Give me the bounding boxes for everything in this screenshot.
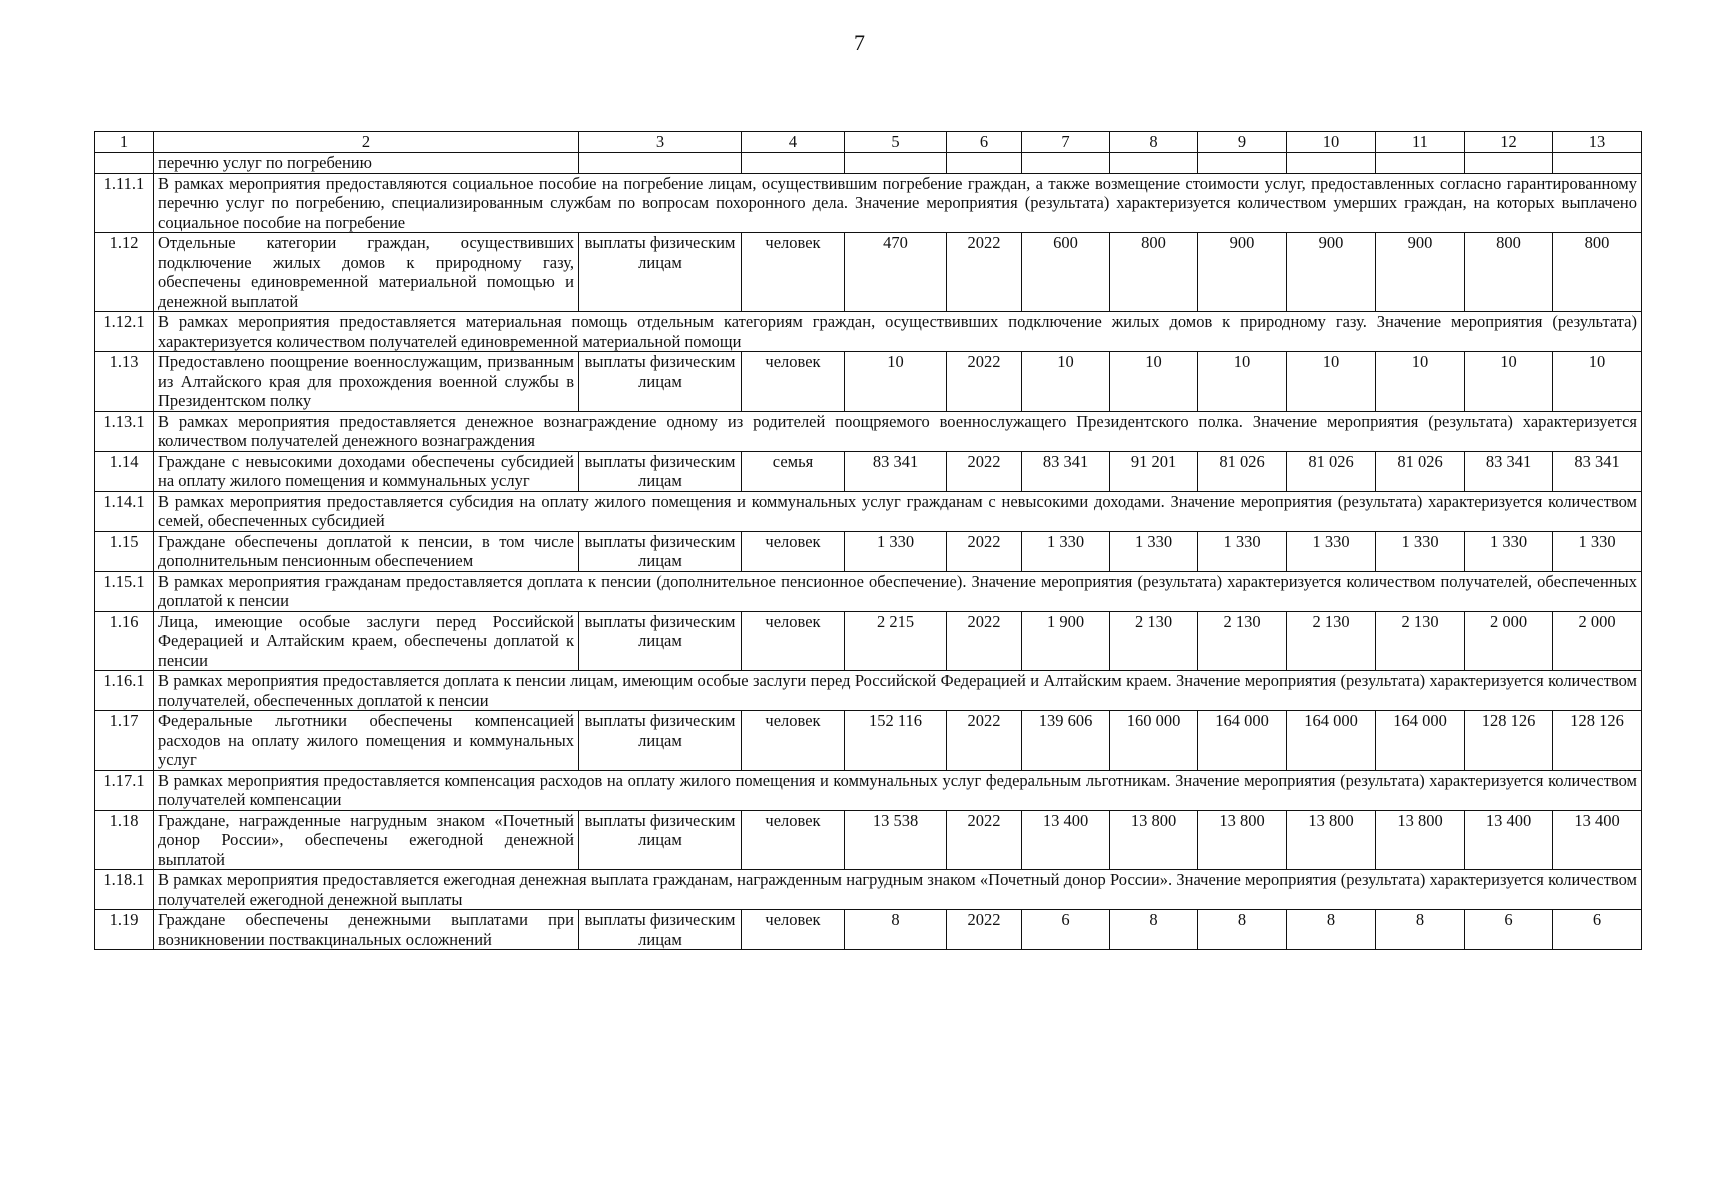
base-value: 13 538 xyxy=(845,810,947,870)
year-value: 13 400 xyxy=(1465,810,1553,870)
column-number: 13 xyxy=(1553,132,1642,153)
unit-of-measure: человек xyxy=(742,352,845,412)
year-value: 2 130 xyxy=(1287,611,1376,671)
table-row xyxy=(95,810,1642,870)
row-number: 1.17.1 xyxy=(95,770,154,810)
row-number: 1.18 xyxy=(95,810,154,870)
column-number: 3 xyxy=(579,132,742,153)
base-value: 8 xyxy=(845,910,947,950)
base-year: 2022 xyxy=(947,910,1022,950)
indicators-table xyxy=(94,131,1642,950)
column-number: 5 xyxy=(845,132,947,153)
row-number: 1.16.1 xyxy=(95,671,154,711)
row-number: 1.12.1 xyxy=(95,312,154,352)
row-description: В рамках мероприятия предоставляются социальное пособие на погребение лицам, осуществившим погребение граждан, а также возмещение стоимости услуг, предоставленных согласно гарантированному перечню услуг по погребению, специализированным службам по вопросам похоронного дела. Значение мероприятия (результата) характеризуется количеством умерших граждан, на которых выплачено социальное пособие на погребение xyxy=(154,173,1642,233)
year-value: 128 126 xyxy=(1553,711,1642,771)
description-row xyxy=(95,173,1642,233)
payment-type: выплаты физическим лицам xyxy=(579,711,742,771)
column-number: 2 xyxy=(154,132,579,153)
year-value: 1 330 xyxy=(1376,531,1465,571)
payment-type: выплаты физическим лицам xyxy=(579,531,742,571)
unit-of-measure: человек xyxy=(742,810,845,870)
indicator-name: Граждане обеспечены доплатой к пенсии, в том числе дополнительным пенсионным обеспечением xyxy=(154,531,579,571)
continuation-row xyxy=(95,153,1642,174)
indicator-name: Граждане обеспечены денежными выплатами при возникновении поствакцинальных осложнений xyxy=(154,910,579,950)
year-value: 13 800 xyxy=(1198,810,1287,870)
year-value: 81 026 xyxy=(1287,451,1376,491)
year-value: 10 xyxy=(1376,352,1465,412)
column-number: 8 xyxy=(1110,132,1198,153)
row-description: В рамках мероприятия предоставляется ежегодная денежная выплата гражданам, награжденным нагрудным знаком «Почетный донор России». Значение мероприятия (результата) характеризуется количеством получателей ежегодной денежной выплаты xyxy=(154,870,1642,910)
year-value: 10 xyxy=(1553,352,1642,412)
base-year: 2022 xyxy=(947,352,1022,412)
year-value: 10 xyxy=(1022,352,1110,412)
year-value: 83 341 xyxy=(1465,451,1553,491)
year-value: 13 800 xyxy=(1110,810,1198,870)
year-value: 1 330 xyxy=(1553,531,1642,571)
year-value: 8 xyxy=(1376,910,1465,950)
row-number: 1.13.1 xyxy=(95,411,154,451)
year-value: 128 126 xyxy=(1465,711,1553,771)
column-numbers-row xyxy=(95,132,1642,153)
year-value: 2 000 xyxy=(1553,611,1642,671)
row-description: В рамках мероприятия гражданам предоставляется доплата к пенсии (дополнительное пенсионное обеспечение). Значение мероприятия (результата) характеризуется количеством получателей, обеспеченных доплатой к пенсии xyxy=(154,571,1642,611)
row-number: 1.15.1 xyxy=(95,571,154,611)
year-value: 83 341 xyxy=(1553,451,1642,491)
row-number: 1.14.1 xyxy=(95,491,154,531)
year-value: 10 xyxy=(1465,352,1553,412)
base-year: 2022 xyxy=(947,531,1022,571)
description-row xyxy=(95,571,1642,611)
base-value: 152 116 xyxy=(845,711,947,771)
indicator-name: Отдельные категории граждан, осуществивших подключение жилых домов к природному газу, обеспечены единовременной материальной помощью и денежной выплатой xyxy=(154,233,579,312)
row-number: 1.11.1 xyxy=(95,173,154,233)
indicator-name: Граждане, награжденные нагрудным знаком «Почетный донор России», обеспечены ежегодной денежной выплатой xyxy=(154,810,579,870)
row-description: В рамках мероприятия предоставляется субсидия на оплату жилого помещения и коммунальных услуг гражданам с невысокими доходами. Значение мероприятия (результата) характеризуется количеством семей, обеспеченных субсидией xyxy=(154,491,1642,531)
year-value: 2 130 xyxy=(1198,611,1287,671)
unit-of-measure: человек xyxy=(742,611,845,671)
row-number: 1.15 xyxy=(95,531,154,571)
year-value: 600 xyxy=(1022,233,1110,312)
payment-type: выплаты физическим лицам xyxy=(579,352,742,412)
unit-of-measure: человек xyxy=(742,910,845,950)
year-value: 800 xyxy=(1110,233,1198,312)
column-number: 4 xyxy=(742,132,845,153)
row-number: 1.12 xyxy=(95,233,154,312)
year-value: 1 330 xyxy=(1022,531,1110,571)
year-value: 164 000 xyxy=(1198,711,1287,771)
column-number: 9 xyxy=(1198,132,1287,153)
payment-type: выплаты физическим лицам xyxy=(579,451,742,491)
year-value: 164 000 xyxy=(1376,711,1465,771)
page-number: 7 xyxy=(854,30,865,55)
year-value: 900 xyxy=(1198,233,1287,312)
payment-type: выплаты физическим лицам xyxy=(579,810,742,870)
payment-type: выплаты физическим лицам xyxy=(579,910,742,950)
payment-type: выплаты физическим лицам xyxy=(579,611,742,671)
base-year: 2022 xyxy=(947,711,1022,771)
column-number: 7 xyxy=(1022,132,1110,153)
base-value: 470 xyxy=(845,233,947,312)
year-value: 2 130 xyxy=(1376,611,1465,671)
year-value: 800 xyxy=(1553,233,1642,312)
unit-of-measure: человек xyxy=(742,711,845,771)
row-number: 1.16 xyxy=(95,611,154,671)
column-number: 10 xyxy=(1287,132,1376,153)
table-row xyxy=(95,233,1642,312)
year-value: 8 xyxy=(1110,910,1198,950)
row-description: В рамках мероприятия предоставляется доплата к пенсии лицам, имеющим особые заслуги перед Российской Федерацией и Алтайским краем. Значение мероприятия (результата) характеризуется количеством получателей, обеспеченных доплатой к пенсии xyxy=(154,671,1642,711)
base-year: 2022 xyxy=(947,451,1022,491)
column-number: 12 xyxy=(1465,132,1553,153)
row-number: 1.18.1 xyxy=(95,870,154,910)
description-row xyxy=(95,312,1642,352)
year-value: 81 026 xyxy=(1198,451,1287,491)
description-row xyxy=(95,770,1642,810)
year-value: 900 xyxy=(1287,233,1376,312)
description-row xyxy=(95,411,1642,451)
base-year: 2022 xyxy=(947,611,1022,671)
year-value: 13 400 xyxy=(1022,810,1110,870)
indicator-name: Граждане с невысокими доходами обеспечены субсидией на оплату жилого помещения и коммунальных услуг xyxy=(154,451,579,491)
year-value: 10 xyxy=(1110,352,1198,412)
description-row xyxy=(95,671,1642,711)
row-number: 1.19 xyxy=(95,910,154,950)
payment-type: выплаты физическим лицам xyxy=(579,233,742,312)
table-row xyxy=(95,352,1642,412)
year-value: 1 330 xyxy=(1198,531,1287,571)
base-value: 10 xyxy=(845,352,947,412)
indicator-name: Предоставлено поощрение военнослужащим, призванным из Алтайского края для прохождения военной службы в Президентском полку xyxy=(154,352,579,412)
year-value: 1 330 xyxy=(1465,531,1553,571)
year-value: 139 606 xyxy=(1022,711,1110,771)
table-row xyxy=(95,531,1642,571)
row-number: 1.14 xyxy=(95,451,154,491)
unit-of-measure: человек xyxy=(742,531,845,571)
year-value: 81 026 xyxy=(1376,451,1465,491)
year-value: 10 xyxy=(1198,352,1287,412)
year-value: 1 900 xyxy=(1022,611,1110,671)
year-value: 83 341 xyxy=(1022,451,1110,491)
base-year: 2022 xyxy=(947,810,1022,870)
unit-of-measure: семья xyxy=(742,451,845,491)
table-row xyxy=(95,451,1642,491)
indicator-name: Федеральные льготники обеспечены компенсацией расходов на оплату жилого помещения и коммунальных услуг xyxy=(154,711,579,771)
year-value: 13 800 xyxy=(1376,810,1465,870)
year-value: 6 xyxy=(1553,910,1642,950)
year-value: 8 xyxy=(1287,910,1376,950)
year-value: 160 000 xyxy=(1110,711,1198,771)
base-year: 2022 xyxy=(947,233,1022,312)
base-value: 2 215 xyxy=(845,611,947,671)
column-number: 1 xyxy=(95,132,154,153)
row-number: 1.13 xyxy=(95,352,154,412)
row-description: В рамках мероприятия предоставляется материальная помощь отдельным категориям граждан, осуществивших подключение жилых домов к природному газу. Значение мероприятия (результата) характеризуется количеством получателей единовременной материальной помощи xyxy=(154,312,1642,352)
year-value: 2 130 xyxy=(1110,611,1198,671)
unit-of-measure: человек xyxy=(742,233,845,312)
column-number: 6 xyxy=(947,132,1022,153)
year-value: 91 201 xyxy=(1110,451,1198,491)
column-number: 11 xyxy=(1376,132,1465,153)
year-value: 13 800 xyxy=(1287,810,1376,870)
year-value: 1 330 xyxy=(1110,531,1198,571)
description-row xyxy=(95,870,1642,910)
year-value: 10 xyxy=(1287,352,1376,412)
year-value: 6 xyxy=(1465,910,1553,950)
year-value: 1 330 xyxy=(1287,531,1376,571)
year-value: 13 400 xyxy=(1553,810,1642,870)
row-description: В рамках мероприятия предоставляется компенсация расходов на оплату жилого помещения и коммунальных услуг федеральным льготникам. Значение мероприятия (результата) характеризуется количеством получателей компенсации xyxy=(154,770,1642,810)
year-value: 800 xyxy=(1465,233,1553,312)
row-description: В рамках мероприятия предоставляется денежное вознаграждение одному из родителей поощряемого военнослужащего Президентского полка. Значение мероприятия (результата) характеризуется количеством получателей денежного вознаграждения xyxy=(154,411,1642,451)
indicator-name: Лица, имеющие особые заслуги перед Российской Федерацией и Алтайским краем, обеспечены доплатой к пенсии xyxy=(154,611,579,671)
table-row xyxy=(95,910,1642,950)
year-value: 6 xyxy=(1022,910,1110,950)
table-row xyxy=(95,711,1642,771)
row-number: 1.17 xyxy=(95,711,154,771)
year-value: 164 000 xyxy=(1287,711,1376,771)
year-value: 900 xyxy=(1376,233,1465,312)
continuation-text: перечню услуг по погребению xyxy=(154,153,579,174)
base-value: 1 330 xyxy=(845,531,947,571)
year-value: 2 000 xyxy=(1465,611,1553,671)
table-row xyxy=(95,611,1642,671)
description-row xyxy=(95,491,1642,531)
base-value: 83 341 xyxy=(845,451,947,491)
year-value: 8 xyxy=(1198,910,1287,950)
